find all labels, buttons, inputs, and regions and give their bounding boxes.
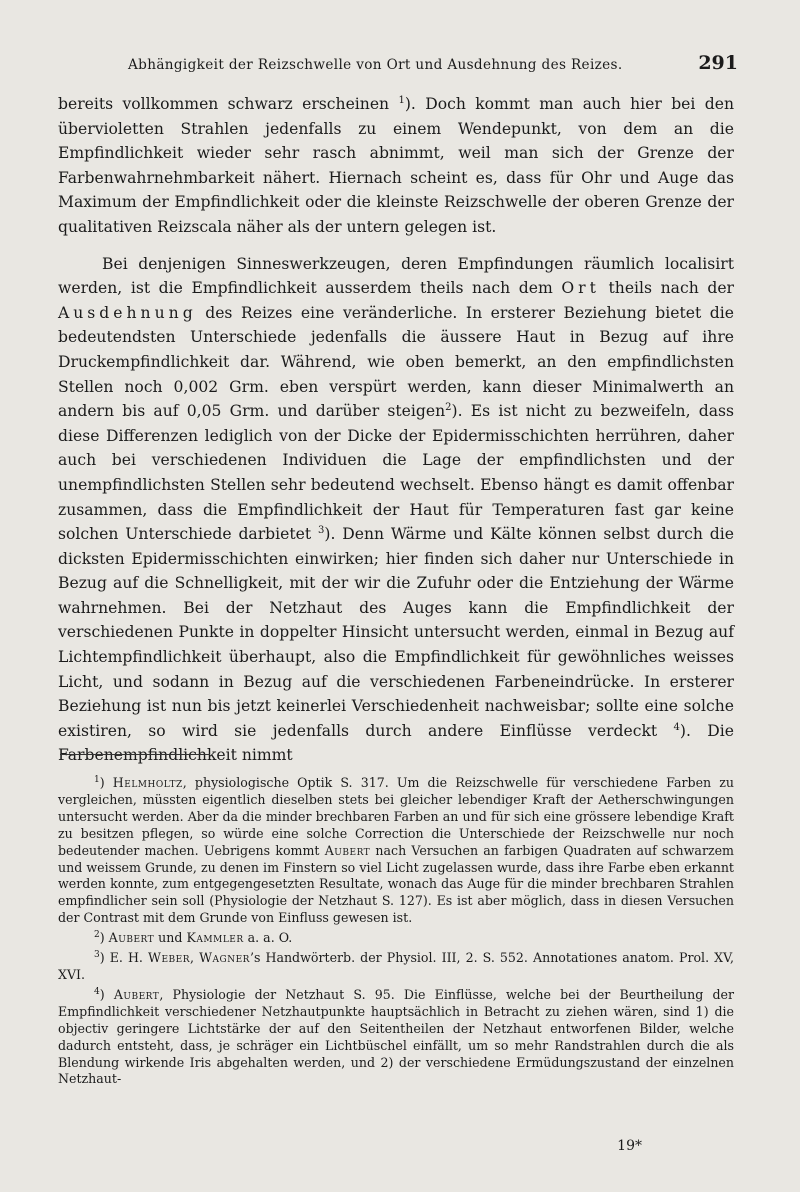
footnote-text: E. H. [109,950,143,966]
footnote-2: $^2$) Aubert und Kammler a. a. O. [94,929,293,946]
emphasis-ort: Ort [561,279,600,298]
footnote-3: $^3$) E. H. Weber, Wagner’s Handwörterb. der Physiol. III, 2. S. 552. Annotationes anatom. Prol. XV, XVI. [58,949,734,982]
page-number: 291 [698,52,738,74]
footnote-ref-4[interactable]: 4 [673,721,680,733]
footnotes [58,775,734,1091]
footnote-text: , physiologische Optik S. 317. Um die Reizschwelle für verschiedene Farben zu vergleichen, müssten eigentlich dieselben stets bei gleicher lebendiger Kraft der Aetherschwingungen untersucht werden. Aber da die minder brechbaren Farben an und für sich eine grössere lebendige Kraft zu besitzen pflegen, so würde eine solche Correction die Unterschiede der Reizschwelle nur noch bedeutender machen. Uebrigens kommt [58,775,735,858]
running-header [60,52,738,74]
main-text [58,92,734,768]
emphasis-ausdehnung: Ausdehnung [58,303,197,322]
footnote-mark: 3 [94,949,100,960]
footnote-ref-3[interactable]: 3 [317,524,325,536]
text-run: ). Die Farbenempfindlichkeit nimmt [58,721,734,765]
text-run: ). Denn Wärme und Kälte können selbst durch die dicksten Epidermisschichten einwirken; hier finden sich daher nur Unterschiede in Bezug auf die Schnelligkeit, mit der wir die Zufuhr oder die Entziehung der Wärme wahrnehmen. Bei der Netzhaut des Auges kann die Empfindlichkeit der verschiedenen Punkte in doppelter Hinsicht untersucht werden, einmal in Bezug auf Lichtempfindlichkeit überhaupt, also die Empfindlichkeit für gewöhnliches weisses Licht, und sodann in Bezug auf die verschiedenen Farbeneindrücke. In ersterer Beziehung ist nun bis jetzt keinerlei Verschiedenheit nachweisbar; sollte eine solche existiren, so wird sie jedenfalls durch andere Einflüsse verdeckt [58,525,734,740]
author-name: Aubert [108,930,155,946]
footnote-text: , Physiologie der Netzhaut S. 95. Die Einflüsse, welche bei der Beurtheilung der Empfindlichkeit verschiedener Netzhautpunkte hauptsächlich in Betracht zu ziehen wären, sind 1) die objectiv geringere Lichtstärke der auf den Seitentheilen der Netzhaut entworfenen Bilder, welche dadurch entsteht, dass, je schräger ein Lichtbüschel einfällt, um so mehr Randstrahlen durch die als Blendung wirkende Iris abgehalten werden, und 2) der verschiedene Ermüdungszustand der einzelnen Netzhaut- [58,986,734,1087]
signature-mark: 19* [617,1138,642,1154]
footnote-text: nach Versuchen an farbigen Quadraten auf schwarzem und weissem Grunde, zu denen im Finstern so viel Licht zugelassen wurde, dass ihre Farbe eben erkannt werden konnte, zum entgegengesetzten Resultate, wonach das Auge für die minder brechbaren Strahlen empfindlicher sein soll (Physiologie der Netzhaut S. 127). Es ist aber möglich, dass in diesen Versuchen der Contrast mit dem Grunde von Einfluss gewesen ist. [58,842,734,926]
text-run: ). Doch kommt man auch hier bei den übervioletten Strahlen jedenfalls zu einem Wendepunkt, von dem an die Empfindlichkeit wieder sehr rasch abnimmt, weil man sich der Grenze der Farbenwahrnehmbarkeit nähert. Hiernach scheint es, dass für Ohr und Auge das Maximum der Empfindlichkeit oder die kleinste Reizschwelle der oberen Grenze der qualitativen Reizscala näher als der untern gelegen ist. [58,95,734,236]
footnote-ref-1[interactable]: 1 [398,94,405,106]
footnote-ref-2[interactable]: 2 [445,401,452,413]
footnote-1: $^1$) Helmholtz, physiologische Optik S. 317. Um die Reizschwelle für verschiedene Farben zu vergleichen, müssten eigentlich dieselben stets bei gleicher lebendiger Kraft der Aetherschwingungen untersucht werden. Aber da die minder brechbaren Farben an und für sich eine grössere lebendige Kraft zu besitzen pflegen, so würde eine solche Correction die Unterschiede der Reizschwelle nur noch bedeutender machen. Uebrigens kommt Aubert nach Versuchen an farbigen Quadraten auf schwarzem und weissem Grunde, zu denen im Finstern so viel Licht zugelassen wurde, dass ihre Farbe eben erkannt werden konnte, zum entgegengesetzten Resultate, wonach das Auge für die minder brechbaren Strahlen empfindlicher sein soll (Physiologie der Netzhaut S. 127). Es ist aber möglich, dass in diesen Versuchen der Contrast mit dem Grunde von Einfluss gewesen ist. [58,774,735,926]
footnote-text: ’s Handwörterb. der Physiol. III, 2. S. 552. Annotationes anatom. Prol. XV, XVI. [58,950,734,982]
footnote-mark: 1 [94,774,100,785]
text-run: des Reizes eine veränderliche. In ersterer Beziehung bietet die bedeutendsten Unterschiede jedenfalls die äussere Haut in Bezug auf ihre Druckempfindlichkeit dar. Während, wie oben bemerkt, an den empfindlichsten Stellen noch 0,002 Grm. eben verspürt werden, kann dieser Minimalwerth an andern bis auf 0,05 Grm. und darüber steigen [58,303,734,421]
footnote-text: a. a. O. [247,930,293,946]
author-name: Aubert [113,986,160,1002]
paragraph-1 [58,92,734,240]
author-name: Weber [148,950,190,966]
footnote-mark: 2 [94,929,100,940]
text-run: ). Es ist nicht zu bezweifeln, dass diese Differenzen lediglich von der Dicke der Epidermisschichten herrühren, daher auch bei verschiedenen Individuen die Lage der empfindlichsten und der unempfindlichsten Stellen sehr bedeutend wechselt. Ebenso hängt es damit offenbar zusammen, dass die Empfindlichkeit der Haut für Temperaturen fast gar keine solchen Unterschiede darbietet [58,402,735,544]
paragraph-2 [58,252,734,768]
footnote-mark: 4 [94,986,100,997]
footnote-divider [60,754,210,755]
text-run: bereits vollkommen schwarz erscheinen [58,95,390,113]
text-run: Bei denjenigen Sinneswerkzeugen, deren Empfindungen räumlich localisirt werden, ist die Empfindlichkeit ausserdem theils nach dem [58,254,734,298]
author-name: Wagner [199,950,250,966]
footnote-text: und [158,930,183,946]
text-run: theils nach der [608,279,735,298]
author-name: Aubert [324,842,371,858]
author-name: Helmholtz [112,775,183,790]
running-title: Abhängigkeit der Reizschwelle von Ort und Ausdehnung des Reizes. [128,57,623,73]
footnote-text: , [190,950,195,966]
footnote-4: $^4$) Aubert, Physiologie der Netzhaut S. 95. Die Einflüsse, welche bei der Beurtheilung der Empfindlichkeit verschiedener Netzhautpunkte hauptsächlich in Betracht zu ziehen wären, sind 1) die objectiv geringere Lichtstärke der auf den Seitentheilen der Netzhaut entworfenen Bilder, welche dadurch entsteht, dass, je schräger ein Lichtbüschel einfällt, um so mehr Randstrahlen durch die als Blendung wirkende Iris abgehalten werden, und 2) der verschiedene Ermüdungszustand der einzelnen Netzhaut- [58,986,734,1087]
author-name: Kammler [186,930,244,946]
